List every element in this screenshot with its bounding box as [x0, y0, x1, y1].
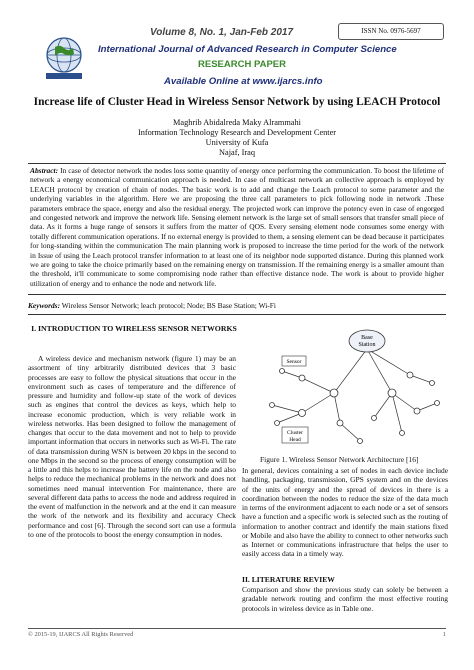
- section-1-body: A wireless device and mechanism network (figure 1) may be an assortment of tiny arbitrarily distributed devices that 3 basic processes are easy to follow the physical situations that occur in the environment such as cases of temperature and the difference of pressure and humidity and follow-up state of the work of devices such as engines that control the devices as keys, which help to increase economic production, which is very reliable work in wireless networks. Has been designed to follow the management of changes that occur to the data movement and not to help to provide important information that occurs in networks such as Wi-Fi. The rate of data transmission during WSN is between 20 kbps in the second to one Mbps in the second so the process of energy consumption will be a little and this helps to increase the battery life on the node and also helps to reduce the mechanical problems in the network and does not sometimes need manual intervention For maintenance, there are several different data paths to access the node and address required in the event of malfunction in the network and at the end it can measure the work of the network and its flexibility and accuracy Check performance and cost [6]. Through the second sort can use a formula to one of the protocols to boost the energy consumption in nodes.: [28, 354, 236, 539]
- figure-label-cluster: Cluster: [287, 430, 303, 436]
- journal-name: International Journal of Advanced Research in Computer Science: [98, 44, 397, 55]
- section-2-body: Comparison and show the previous study can solely be between a gradable network routing and confirm the most effective routing protocols in wireless device as in Table one.: [242, 585, 448, 613]
- abstract-label: Abstract:: [30, 166, 59, 175]
- affiliation-line-2: University of Kufa: [205, 138, 269, 147]
- figure-label-head: Head: [289, 437, 301, 443]
- section-1-heading: I. INTRODUCTION TO WIRELESS SENSOR NETWORKS: [31, 324, 237, 333]
- abstract-text: In case of detector network the nodes loss some quantity of energy once performing the communication. To boost the lifetime of network a energy economical communication approach is needed. In case of multicast network an collective approach is employed by LEACH protocol by creation of chain of nodes. The basic work is to add and change the Leach protocol to some parameter and the underlying variables in the algorithm. Here we are proposing the three call parameters to pick following node in network .These parameters embrace the space, energy and also the residual energy. The projected work can improve the potency even in case of engorged and congested network and improve the network life. Sensing element network is the large set of small sensors that transfer small piece of data. As it forms a huge range of sensors it suffers from the matter of QOS. Every sensing element node consumes some energy with totally different communication operations. If no external energy is provided to them, a sensing element can be dead because it participates for long-standing within the communication The main planning work is proposed to increase the time period for the work of the network in Issue of using the Leach protocol transfer information to at least one of its neighbor node supported distance. During this planned work we are going to take the choice primarily based on the remaining energy on transmission. If the remaining energy is a smaller amount than the threshold, it'll communicate to some compromising node rather than effective distance node. The work is about to provide higher utilization of energy and to enhance the node and network life.: [30, 166, 444, 288]
- affiliation-line-1: Information Technology Research and Development Center: [137, 128, 337, 137]
- keywords: [28, 301, 446, 315]
- section-2-heading: II. LITERATURE REVIEW: [242, 575, 335, 584]
- page-footer: [28, 628, 446, 638]
- online-url: Available Online at www.ijarcs.info: [164, 76, 323, 87]
- column-2-body: In general, devices containing a set of nodes in each device include handling, packaging, transmission, GPS system and on the devices of the units of energy and the spread of devices in there is a coordination between the nodes to reduce the size of the data much in terms of the environment adjacent to each node or a set of sensors have a function and a specific work is selected such as the routing of information to another contract and identify the main stations fixed or Mobile and also have the ability to connect to other networks such as Internet or communications infrastructure that helps the user to easily access data in a timely way.: [242, 466, 448, 559]
- figure-caption: Figure 1. Wireless Sensor Network Architecture [16]: [260, 455, 419, 464]
- keywords-label: Keywords:: [28, 301, 61, 310]
- volume-info: Volume 8, No. 1, Jan-Feb 2017: [150, 27, 294, 38]
- copyright: © 2015-19, IJARCS All Rights Reserved: [28, 631, 134, 638]
- author-name: Maghrib Abidalreda Maky Alrammahi: [173, 118, 301, 127]
- journal-logo-globe-icon: [42, 33, 86, 81]
- issn-box: ISSN No. 0976-5697: [338, 23, 444, 40]
- page-number: 1: [442, 631, 446, 638]
- affiliation-line-3: Najaf, Iraq: [219, 148, 255, 157]
- figure-label-sensor: Sensor: [286, 359, 302, 365]
- network-architecture-figure: [242, 323, 447, 455]
- paper-title: Increase life of Cluster Head in Wireless Sensor Network by using LEACH Protocol: [33, 96, 441, 108]
- paper-type: RESEARCH PAPER: [198, 59, 286, 70]
- figure-label-station: Station: [358, 342, 376, 348]
- keywords-text: Wireless Sensor Network; leach protocol; Node; BS Base Station; Wi-Fi: [60, 301, 276, 310]
- abstract: [30, 166, 444, 288]
- figure-label-base: Base: [361, 335, 373, 341]
